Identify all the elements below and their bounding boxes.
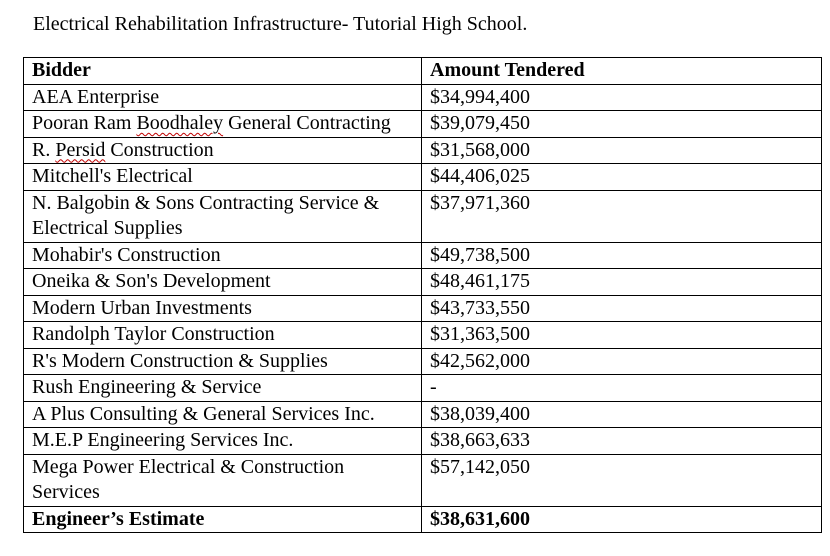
amount-cell: $48,461,175 bbox=[422, 269, 822, 296]
bidder-text: Pooran Ram bbox=[32, 112, 137, 134]
engineers-estimate-row bbox=[24, 506, 822, 533]
table-row bbox=[24, 454, 822, 506]
spelling-flagged-word[interactable]: Persid bbox=[55, 138, 106, 161]
amount-column-header: Amount Tendered bbox=[422, 58, 822, 85]
bidder-cell: N. Balgobin & Sons Contracting Service & Electrical Supplies bbox=[24, 190, 422, 242]
amount-cell: $39,079,450 bbox=[422, 111, 822, 138]
amount-cell: $31,568,000 bbox=[422, 137, 822, 164]
amount-cell: $38,039,400 bbox=[422, 401, 822, 428]
bidder-cell: Oneika & Son's Development bbox=[24, 269, 422, 296]
bidder-text: R. bbox=[32, 138, 56, 161]
table-row bbox=[24, 190, 822, 242]
amount-cell: $37,971,360 bbox=[422, 190, 822, 242]
bidder-text: Construction bbox=[105, 138, 214, 161]
amount-cell: $44,406,025 bbox=[422, 164, 822, 191]
table-header-row bbox=[24, 58, 822, 85]
amount-cell: - bbox=[422, 375, 822, 402]
amount-cell: $57,142,050 bbox=[422, 454, 822, 506]
bidder-column-header: Bidder bbox=[24, 58, 422, 85]
bidder-cell bbox=[24, 111, 422, 138]
amount-cell: $38,663,633 bbox=[422, 428, 822, 455]
table-row bbox=[24, 242, 822, 269]
table-row bbox=[24, 269, 822, 296]
amount-cell: $31,363,500 bbox=[422, 322, 822, 349]
spelling-flagged-word[interactable]: Boodhaley bbox=[136, 112, 224, 134]
table-row bbox=[24, 428, 822, 455]
bidder-cell: AEA Enterprise bbox=[24, 84, 422, 111]
bidder-text: General Contracting bbox=[223, 112, 391, 134]
table-row bbox=[24, 375, 822, 402]
bidder-cell: Randolph Taylor Construction bbox=[24, 322, 422, 349]
bidder-cell: Mohabir's Construction bbox=[24, 242, 422, 269]
estimate-label: Engineer’s Estimate bbox=[24, 506, 422, 533]
table-row bbox=[24, 401, 822, 428]
bidder-cell bbox=[24, 137, 422, 164]
document-title: Electrical Rehabilitation Infrastructure- Tutorial High School. bbox=[33, 13, 528, 35]
estimate-amount: $38,631,600 bbox=[422, 506, 822, 533]
bidder-cell: Mega Power Electrical & Construction Services bbox=[24, 454, 422, 506]
bidder-cell: Mitchell's Electrical bbox=[24, 164, 422, 191]
amount-cell: $49,738,500 bbox=[422, 242, 822, 269]
bidder-cell: Modern Urban Investments bbox=[24, 295, 422, 322]
bidder-cell: Rush Engineering & Service bbox=[24, 375, 422, 402]
bidder-cell: A Plus Consulting & General Services Inc. bbox=[24, 401, 422, 428]
table-row bbox=[24, 111, 822, 138]
bidder-cell: R's Modern Construction & Supplies bbox=[24, 348, 422, 375]
amount-cell: $42,562,000 bbox=[422, 348, 822, 375]
table-row bbox=[24, 164, 822, 191]
amount-cell: $43,733,550 bbox=[422, 295, 822, 322]
table-row bbox=[24, 322, 822, 349]
amount-cell: $34,994,400 bbox=[422, 84, 822, 111]
bidder-cell: M.E.P Engineering Services Inc. bbox=[24, 428, 422, 455]
table-row bbox=[24, 84, 822, 111]
table-row bbox=[24, 137, 822, 164]
table-row bbox=[24, 295, 822, 322]
table-row bbox=[24, 348, 822, 375]
bids-table bbox=[23, 57, 822, 533]
